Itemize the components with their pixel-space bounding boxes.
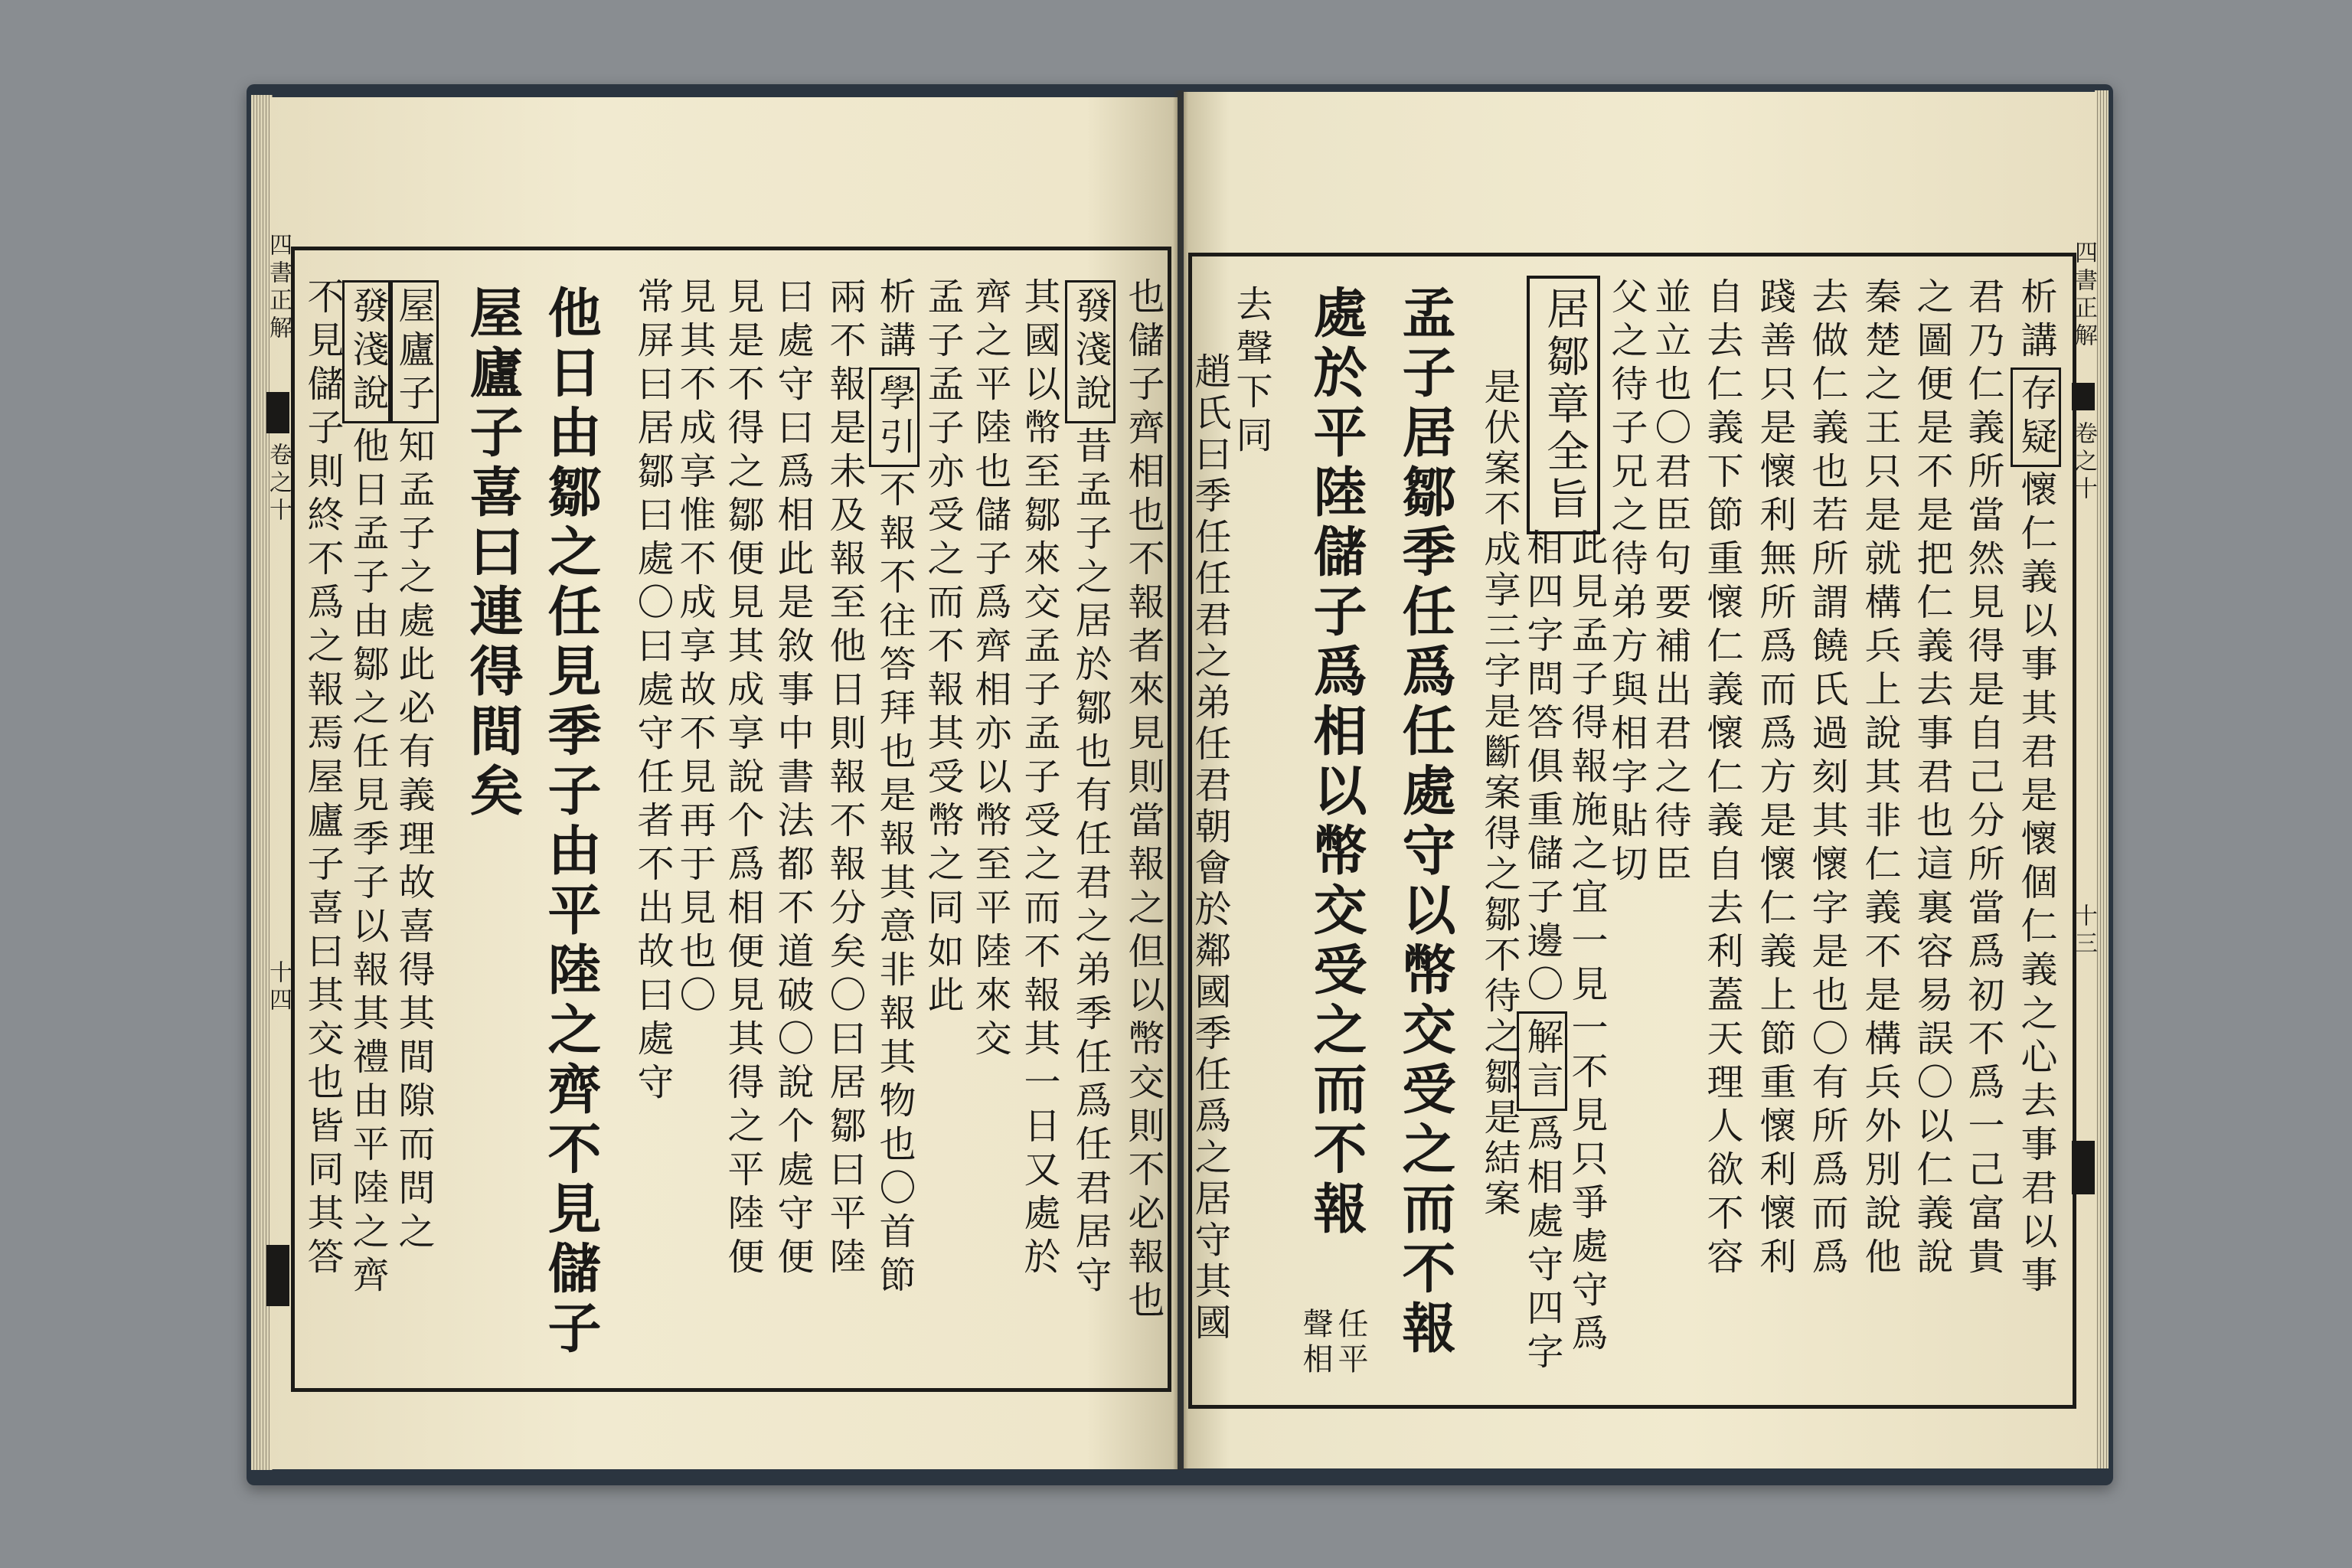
commentary-column: 見是不得之鄒便見其成享說个爲相便見其得之平陸便 bbox=[721, 277, 764, 1281]
commentary-column: 兩不報是未及報至他日則報不報分矣〇曰居鄒曰平陸 bbox=[823, 277, 866, 1281]
commentary-text: 不報不往答拜也是報其意非報其物也〇首節 bbox=[873, 470, 916, 1299]
commentary-column: 見其不成享惟不成享故不見再于見也〇 bbox=[673, 277, 716, 1019]
commentary-column: 也儲子齊相也不報者來見則當報之但以幣交則不必報也 bbox=[1122, 277, 1165, 1325]
commentary-column: 常屏曰居鄒曰處〇曰處守任者不出故曰處守 bbox=[631, 277, 674, 1106]
commentary-column: 並立也〇君臣句要補出君之待臣 bbox=[1648, 277, 1691, 888]
left-page-margin bbox=[265, 225, 291, 1374]
main-text-column: 孟子居鄒季任爲任處守以幣交受之而不報 bbox=[1393, 285, 1457, 1360]
commentary-column: 自去仁義下節重懷仁義懷仁義自去利蓋天理人欲不容 bbox=[1700, 277, 1743, 1281]
chapter-note-column bbox=[1521, 528, 1563, 1376]
pronunciation-note: 去聲下同 bbox=[1230, 285, 1272, 459]
commentary-lead: 析講 bbox=[2014, 277, 2057, 364]
right-page-margin bbox=[2070, 230, 2096, 1378]
commentary-column: 去做仁義也若所謂饒氏過刻其懷字是也〇有所爲而爲 bbox=[1805, 277, 1848, 1281]
margin-folio: 十三 bbox=[2070, 903, 2097, 959]
chapter-note-text: 爲相處守四字 bbox=[1521, 1114, 1563, 1376]
commentary-column: 踐善只是懷利無所爲而爲方是懷仁義上節重懷利懷利 bbox=[1753, 277, 1796, 1281]
commentary-lead: 析講 bbox=[873, 277, 916, 364]
margin-book-title: 四書正解 bbox=[265, 233, 292, 343]
chapter-note-column: 是伏案不成享三字是斷案得之鄒不待之鄒是結案 bbox=[1478, 368, 1521, 1220]
margin-book-title: 四書正解 bbox=[2070, 240, 2097, 351]
book-gutter bbox=[1173, 90, 1188, 1470]
commentary-text: 昔孟子之居於鄒也有任君之弟季任爲任君居守 bbox=[1069, 426, 1112, 1299]
commentary-column: 秦楚之王只是就構兵上說其非仁義不是構兵外別說他 bbox=[1858, 277, 1901, 1281]
margin-fishtail-mark bbox=[266, 392, 289, 433]
note-column bbox=[346, 277, 389, 1299]
pronunciation-note: 聲相 bbox=[1298, 1308, 1333, 1378]
zhao-commentary-column: 趙氏曰季任任君之弟任君朝會於鄰國季任爲之居守其國 bbox=[1188, 352, 1231, 1344]
commentary-text: 懷仁義以事其君是懷個仁義之心去事君以事 bbox=[2014, 470, 2057, 1299]
note-tag: 屋廬子 bbox=[388, 280, 439, 423]
note-text: 知孟子之處此必有義理故喜得其間隙而問之 bbox=[392, 426, 435, 1256]
commentary-tag: 存疑 bbox=[2011, 368, 2061, 467]
margin-fishtail-mark bbox=[266, 1245, 289, 1306]
commentary-tag: 學引 bbox=[869, 368, 920, 467]
commentary-column: 曰處守曰爲相此是敘事中書法都不道破〇說个處守便 bbox=[771, 277, 814, 1281]
main-text-column: 他日由鄒之任見季子由平陸之齊不見儲子 bbox=[539, 285, 603, 1360]
commentary-column bbox=[2014, 277, 2057, 1299]
note-column bbox=[392, 277, 435, 1256]
commentary-column: 之圖便是不是把仁義去事君也這裏容易誤〇以仁義說 bbox=[1910, 277, 1953, 1281]
main-text-column: 屋廬子喜曰連得間矣 bbox=[461, 285, 524, 822]
chapter-note-column: 此見孟子得報施之宜一見一不見只爭處守爲 bbox=[1565, 528, 1608, 1357]
commentary-column: 君乃仁義所當然見得是自己分所當爲初不爲一己富貴 bbox=[1962, 277, 2004, 1281]
commentary-column bbox=[873, 277, 916, 1299]
note-tag: 發淺說 bbox=[342, 280, 393, 423]
note-text: 他日孟子由鄒之任見季子以報其禮由平陸之齊 bbox=[346, 426, 389, 1299]
pronunciation-note: 任平 bbox=[1333, 1308, 1368, 1378]
margin-folio: 十四 bbox=[265, 960, 292, 1015]
margin-volume: 卷之十 bbox=[265, 443, 292, 525]
commentary-column: 其國以幣至鄒來交孟子孟子受之而不報其一日又處於 bbox=[1018, 277, 1060, 1281]
commentary-column bbox=[1069, 277, 1112, 1299]
chapter-note-tag: 解言 bbox=[1517, 1011, 1567, 1111]
commentary-column: 齊之平陸也儲子爲齊相亦以幣至平陸來交 bbox=[969, 277, 1011, 1063]
commentary-column: 父之待子兄之待弟方與相字貼切 bbox=[1605, 277, 1648, 888]
margin-volume: 卷之十 bbox=[2070, 421, 2097, 504]
chapter-heading-box: 居鄒章全旨 bbox=[1527, 276, 1600, 534]
chapter-note-text: 相四字問答俱重儲子邊〇 bbox=[1521, 528, 1563, 1008]
commentary-column: 孟子孟子亦受之而不報其受幣之同如此 bbox=[921, 277, 964, 1019]
main-text-column: 處於平陸儲子爲相以幣交受之而不報 bbox=[1305, 285, 1368, 1240]
margin-fishtail-mark bbox=[2072, 1141, 2095, 1194]
note-column: 不見儲子則終不爲之報焉屋廬子喜曰其交也皆同其答 bbox=[301, 277, 344, 1281]
commentary-tag: 發淺說 bbox=[1065, 280, 1116, 423]
margin-fishtail-mark bbox=[2072, 383, 2095, 410]
